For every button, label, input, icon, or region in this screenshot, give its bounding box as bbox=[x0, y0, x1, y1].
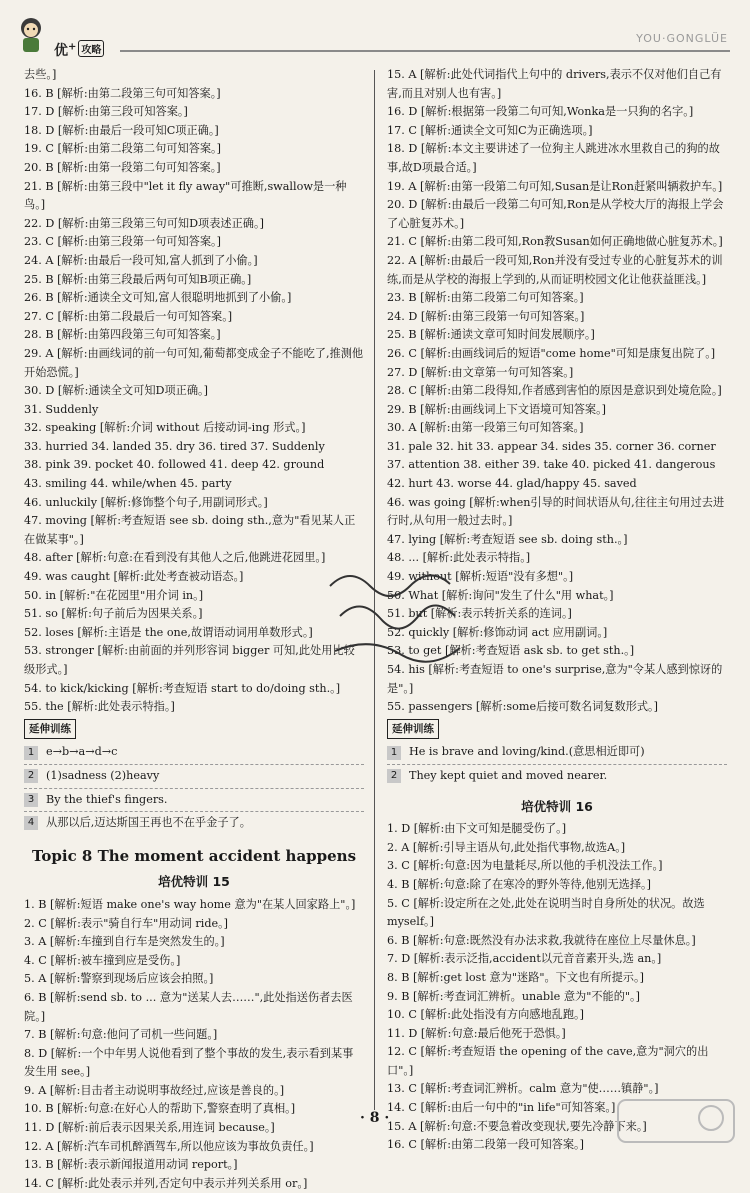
extension-text: By the thief's fingers. bbox=[46, 792, 168, 806]
answer-item: 54. to kick/kicking [解析:考查短语 start to do/doing sth.。] bbox=[24, 681, 341, 695]
answer-item: 23. C [解析:由第三段第一句可知答案。] bbox=[24, 235, 221, 249]
answer-item: 53. to get [解析:考查短语 ask sb. to get sth.。] bbox=[387, 644, 635, 658]
answer-item: 5. A [解析:警察到现场后应该会拍照。] bbox=[24, 972, 214, 986]
answer-item: 15. A [解析:句意:不要急着改变现状,要先冷静下来。] bbox=[387, 1119, 647, 1133]
answer-item: 去些。] bbox=[24, 68, 57, 81]
answer-item: 14. C [解析:此处表示并列,否定句中表示并列关系用 or。] bbox=[24, 1176, 308, 1190]
answer-item: 21. B [解析:由第三段中"let it fly away"可推断,swallow是一种鸟。] bbox=[24, 179, 347, 212]
answer-item: 4. C [解析:被车撞到应是受伤。] bbox=[24, 953, 181, 967]
extension-number: 4 bbox=[24, 816, 38, 830]
extension-separator bbox=[387, 764, 727, 765]
answer-item: 48. after [解析:句意:在看到没有其他人之后,他跳进花园里。] bbox=[24, 551, 326, 565]
answer-item: 16. B [解析:由第二段第三句可知答案。] bbox=[24, 86, 221, 100]
extension-text: e→b→a→d→c bbox=[46, 745, 118, 759]
extension-text: 从那以后,迈达斯国王再也不在乎金子了。 bbox=[46, 816, 251, 830]
answer-item: 26. B [解析:通读全文可知,富人很聪明地抓到了小偷。] bbox=[24, 291, 292, 305]
answer-item: 29. A [解析:由画线词的前一句可知,葡萄都变成金子不能吃了,推测他开始恐慌。] bbox=[24, 346, 364, 379]
answer-item: 12. C [解析:考查短语 the opening of the cave,意为"洞穴的出口"。] bbox=[387, 1045, 709, 1077]
right-extension bbox=[387, 717, 727, 786]
answer-item: 13. B [解析:表示新闻报道用动词 report。] bbox=[24, 1158, 238, 1172]
answer-item: 9. A [解析:目击者主动说明事故经过,应该是善良的。] bbox=[24, 1083, 285, 1097]
answer-item: 19. A [解析:由第一段第二句可知,Susan是让Ron赶紧叫辆救护车。] bbox=[387, 179, 723, 193]
answer-item: 51. so [解析:句子前后为因果关系。] bbox=[24, 607, 203, 621]
extension-number: 2 bbox=[24, 769, 38, 783]
answer-item: 28. B [解析:由第四段第三句可知答案。] bbox=[24, 328, 221, 342]
brand-logo: 优+ 攻略 bbox=[54, 40, 104, 60]
extension-title: 延伸训练 bbox=[387, 719, 439, 740]
answer-item: 10. B [解析:句意:在好心人的帮助下,警察查明了真相。] bbox=[24, 1102, 296, 1116]
extension-number: 1 bbox=[24, 746, 38, 760]
answer-item: 5. C [解析:设定所在之处,此处在说明当时自身所处的状况。故选 myself。] bbox=[387, 896, 705, 929]
extension-title: 延伸训练 bbox=[24, 719, 76, 740]
answer-item: 6. B [解析:send sb. to ... 意为"送某人去……",此处指送伤者去医院。] bbox=[24, 990, 353, 1023]
answer-item: 16. D [解析:根据第一段第二句可知,Wonka是一只狗的名字。] bbox=[387, 105, 694, 119]
header-rule bbox=[120, 50, 730, 52]
answer-item: 2. C [解析:表示"骑自行车"用动词 ride。] bbox=[24, 916, 229, 930]
extension-number: 2 bbox=[387, 769, 401, 783]
extension-row bbox=[24, 814, 364, 833]
answer-item: 8. D [解析:一个中年男人说他看到了整个事故的发生,表示看到某事发生用 see。] bbox=[24, 1046, 354, 1079]
answer-item: 6. B [解析:句意:既然没有办法求救,我就待在座位上尽量休息。] bbox=[387, 933, 696, 947]
extension-text: They kept quiet and moved nearer. bbox=[409, 768, 608, 782]
answer-item: 11. D [解析:前后表示因果关系,用连词 because。] bbox=[24, 1121, 275, 1135]
extension-row bbox=[24, 767, 364, 786]
right-answer-list bbox=[387, 66, 727, 717]
answer-item: 30. A [解析:由第一段第三句可知答案。] bbox=[387, 421, 584, 435]
answer-item: 28. C [解析:由第二段得知,作者感到害怕的原因是意识到处境危险。] bbox=[387, 384, 722, 398]
answer-item: 20. B [解析:由第一段第二句可知答案。] bbox=[24, 160, 221, 174]
answer-item: 22. D [解析:由第三段第三句可知D项表述正确。] bbox=[24, 216, 264, 230]
extension-separator bbox=[24, 811, 364, 812]
extension-row bbox=[387, 767, 727, 786]
answer-item: 47. lying [解析:考查短语 see sb. doing sth.。] bbox=[387, 532, 628, 546]
answer-item: 27. D [解析:由文章第一句可知答案。] bbox=[387, 365, 574, 379]
answer-item: 49. was caught [解析:此处考查被动语态。] bbox=[24, 570, 244, 584]
answer-item: 16. C [解析:由第二段第一段可知答案。] bbox=[387, 1138, 584, 1152]
extension-number: 1 bbox=[387, 746, 401, 760]
answer-item: 3. C [解析:句意:因为电量耗尽,所以他的手机没法工作。] bbox=[387, 859, 663, 873]
answer-item: 11. D [解析:句意:最后他死于恐惧。] bbox=[387, 1026, 566, 1040]
answer-item: 15. A [解析:此处代词指代上句中的 drivers,表示不仅对他们自己有害,而且对别人也有害。] bbox=[387, 68, 722, 100]
answer-item: 4. B [解析:句意:除了在寒冷的野外等待,他别无选择。] bbox=[387, 877, 651, 891]
answer-item: 9. B [解析:考查词汇辨析。unable 意为"不能的"。] bbox=[387, 989, 641, 1003]
answer-item: 14. C [解析:由后一句中的"in life"可知答案。] bbox=[387, 1101, 616, 1115]
answer-item: 19. C [解析:由第二段第二句可知答案。] bbox=[24, 142, 221, 156]
answer-item: 37. attention 38. either 39. take 40. picked 41. dangerous bbox=[387, 458, 716, 472]
section-16-title: 培优特训 16 bbox=[521, 798, 593, 814]
answer-item: 24. D [解析:由第三段第一句可知答案。] bbox=[387, 309, 585, 323]
answer-item: 18. D [解析:由最后一段可知C项正确。] bbox=[24, 123, 219, 137]
answer-item: 52. loses [解析:主语是 the one,故谓语动词用单数形式。] bbox=[24, 625, 313, 639]
extension-separator bbox=[24, 788, 364, 789]
answer-item: 49. without [解析:短语"没有多想"。] bbox=[387, 570, 574, 584]
answer-item: 31. pale 32. hit 33. appear 34. sides 35. corner 36. corner bbox=[387, 439, 716, 453]
page-header bbox=[0, 0, 750, 62]
answer-item: 1. D [解析:由下文可知是腿受伤了。] bbox=[387, 822, 567, 836]
answer-item: 21. C [解析:由第二段可知,Ron教Susan如何正确地做心脏复苏术。] bbox=[387, 235, 723, 249]
header-series-text: YOU·GONGLÜE bbox=[636, 32, 728, 45]
extension-number: 3 bbox=[24, 793, 38, 807]
answer-item: 12. A [解析:汽车司机醉酒驾车,所以他应该为事故负责任。] bbox=[24, 1139, 314, 1153]
answer-item: 33. hurried 34. landed 35. dry 36. tired 37. Suddenly bbox=[24, 439, 325, 453]
extension-text: He is brave and loving/kind.(意思相近即可) bbox=[409, 745, 645, 759]
answer-item: 50. in [解析:"在花园里"用介词 in。] bbox=[24, 588, 204, 602]
answer-item: 7. B [解析:句意:他问了司机一些问题。] bbox=[24, 1028, 218, 1042]
answer-item: 25. B [解析:通读文章可知时间发展顺序。] bbox=[387, 328, 595, 342]
left-extension bbox=[24, 717, 364, 833]
answer-item: 24. A [解析:由最后一段可知,富人抓到了小偷。] bbox=[24, 253, 258, 267]
answer-item: 23. B [解析:由第二段第二句可知答案。] bbox=[387, 291, 584, 305]
answer-item: 25. B [解析:由第三段最后两句可知B项正确。] bbox=[24, 272, 252, 286]
answer-item: 27. C [解析:由第二段最后一句可知答案。] bbox=[24, 309, 233, 323]
left-answer-list bbox=[24, 66, 364, 717]
answer-item: 1. B [解析:短语 make one's way home 意为"在某人回家路上"。] bbox=[24, 897, 356, 911]
section-15-list bbox=[24, 896, 364, 1193]
answer-item: 54. his [解析:考查短语 to one's surprise,意为"令某人感到惊讶的是"。] bbox=[387, 663, 723, 695]
extension-text: (1)sadness (2)heavy bbox=[46, 768, 160, 782]
answer-item: 17. D [解析:由第三段可知答案。] bbox=[24, 105, 188, 119]
extension-row bbox=[24, 743, 364, 762]
left-column bbox=[24, 66, 364, 1193]
answer-item: 46. was going [解析:when引导的时间状语从句,往往主句用过去进行时,从句用一般过去时。] bbox=[387, 495, 725, 528]
section-15-title: 培优特训 15 bbox=[158, 874, 230, 890]
answer-item: 50. What [解析:询问"发生了什么"用 what。] bbox=[387, 588, 614, 602]
topic-title: Topic 8 The moment accident happens bbox=[31, 846, 357, 865]
answer-item: 47. moving [解析:考查短语 see sb. doing sth.,意为"看见某人正在做某事"。] bbox=[24, 514, 356, 546]
column-divider bbox=[374, 70, 375, 1110]
answer-item: 13. C [解析:考查词汇辨析。calm 意为"使……镇静"。] bbox=[387, 1082, 659, 1096]
answer-item: 3. A [解析:车撞到自行车是突然发生的。] bbox=[24, 935, 225, 949]
answer-item: 53. stronger [解析:由前面的并列形容词 bigger 可知,此处用比较级形式。] bbox=[24, 644, 355, 676]
corner-logo bbox=[616, 1096, 736, 1146]
page-number: · 8 · bbox=[360, 1110, 390, 1126]
mascot-icon bbox=[14, 14, 48, 56]
answer-item: 55. the [解析:此处表示特指。] bbox=[24, 700, 175, 714]
answer-item: 30. D [解析:通读全文可知D项正确。] bbox=[24, 384, 208, 398]
answer-item: 52. quickly [解析:修饰动词 act 应用副词。] bbox=[387, 625, 608, 639]
right-column bbox=[387, 66, 727, 1155]
extension-separator bbox=[24, 764, 364, 765]
answer-item: 17. C [解析:通读全文可知C为正确选项。] bbox=[387, 123, 593, 137]
answer-item: 48. ... [解析:此处表示特指。] bbox=[387, 551, 531, 565]
answer-item: 10. C [解析:此处指没有方向感地乱跑。] bbox=[387, 1008, 584, 1022]
answer-item: 7. D [解析:表示泛指,accident以元音音素开头,选 an。] bbox=[387, 952, 662, 966]
answer-item: 8. B [解析:get lost 意为"迷路"。下文也有所提示。] bbox=[387, 970, 644, 984]
answer-item: 46. unluckily [解析:修饰整个句子,用副词形式。] bbox=[24, 495, 268, 509]
extension-row bbox=[24, 791, 364, 810]
answer-item: 55. passengers [解析:some后接可数名词复数形式。] bbox=[387, 700, 658, 714]
answer-item: 2. A [解析:引导主语从句,此处指代事物,故选A。] bbox=[387, 840, 626, 854]
answer-item: 29. B [解析:由画线词上下文语境可知答案。] bbox=[387, 402, 607, 416]
answer-item: 42. hurt 43. worse 44. glad/happy 45. saved bbox=[387, 477, 637, 491]
answer-item: 26. C [解析:由画线词后的短语"come home"可知是康复出院了。] bbox=[387, 346, 716, 360]
answer-item: 18. D [解析:本文主要讲述了一位狗主人跳进冰水里救自己的狗的故事,故D项最合适。] bbox=[387, 142, 720, 174]
extension-row bbox=[387, 743, 727, 762]
answer-item: 20. D [解析:由最后一段第二句可知,Ron是从学校大厅的海报上学会了心脏复苏术。] bbox=[387, 198, 724, 230]
answer-item: 43. smiling 44. while/when 45. party bbox=[24, 477, 232, 491]
answer-item: 51. but [解析:表示转折关系的连词。] bbox=[387, 607, 572, 621]
answer-item: 22. A [解析:由最后一段可知,Ron并没有受过专业的心脏复苏术的训练,而是从学校的海报上学到的,从而证明校园文化让他获益匪浅。] bbox=[387, 253, 723, 286]
answer-item: 31. Suddenly bbox=[24, 402, 99, 416]
answer-item: 38. pink 39. pocket 40. followed 41. deep 42. ground bbox=[24, 458, 325, 472]
answer-item: 32. speaking [解析:介词 without 后接动词-ing 形式。] bbox=[24, 421, 306, 435]
